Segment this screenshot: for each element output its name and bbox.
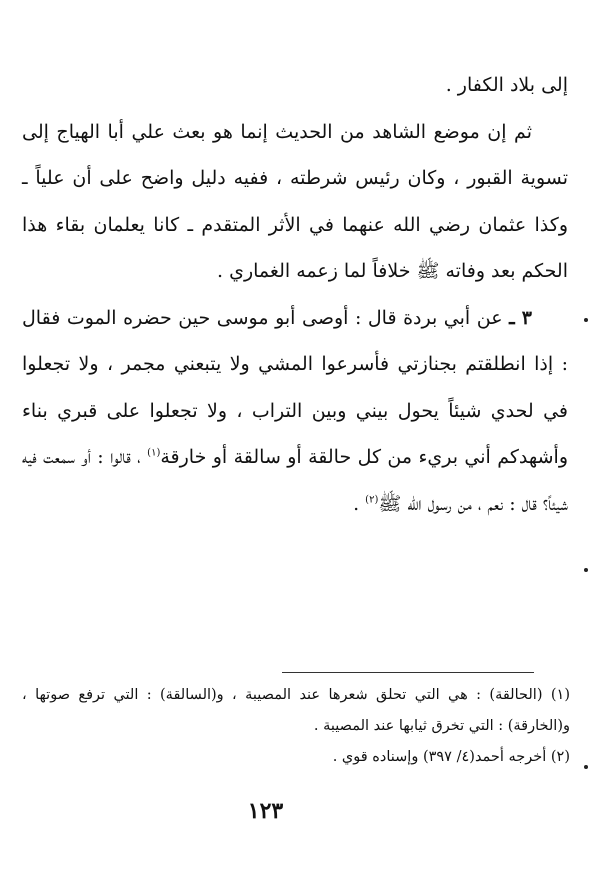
footnote-divider (282, 672, 534, 673)
margin-dot (584, 318, 588, 322)
footnote-ref-1: (١) (147, 447, 161, 459)
paragraph-continuation: إلى بلاد الكفار . (445, 74, 568, 96)
footnote-1: (١) (الحالقة) : هي التي تحلق شعرها عند المصيبة ، و(السالقة) : التي ترفع صوتها ، و(الخارقة) : التي تخرق ثيابها عند المصيبة . (22, 687, 570, 734)
main-text (22, 62, 568, 527)
footnote-ref-2: (٢) (365, 494, 379, 506)
hadith-text: عن أبي بردة قال : أوصى أبو موسى حين حضره الموت فقال : إذا انطلقتم بجنازتي فأسرعوا المشي ولا يتبعني مجمر ، ولا تجعلوا في لحدي شيئاً يحول بيني وبين التراب ، ولا تجعلوا على قبري بناء وأشهدكم أني بريء من كل حالقة أو سالقة أو خارقة (22, 306, 568, 468)
margin-dot (584, 765, 588, 769)
footnote-2: (٢) أخرجه أحمد(٤/ ٣٩٧) وإسناده قوي . (332, 749, 570, 765)
paragraph-commentary: ثم إن موضع الشاهد من الحديث إنما هو بعث علي أبا الهياج إلى تسوية القبور ، وكان رئيس شرطته ، ففيه دليل واضح على أن علياً ـ وكذا عثمان رضي الله عنهما في الأثر المتقدم ـ كانا يعلمان بقاء هذا الحكم بعد وفاته ﷺ خلافاً لما زعمه الغماري . (22, 120, 568, 282)
footnotes (22, 680, 570, 773)
hadith-number: ٣ ـ (509, 306, 533, 329)
hadith-end: . (353, 492, 360, 515)
paragraph-hadith-3 (22, 295, 568, 528)
margin-dot (584, 568, 588, 572)
hadith-text-continued: ، قالوا : أو سمعت فيه شيئاً؟ قال : نعم ، من رسول الله ﷺ (22, 446, 568, 515)
page-number: ١٢٣ (247, 798, 284, 824)
